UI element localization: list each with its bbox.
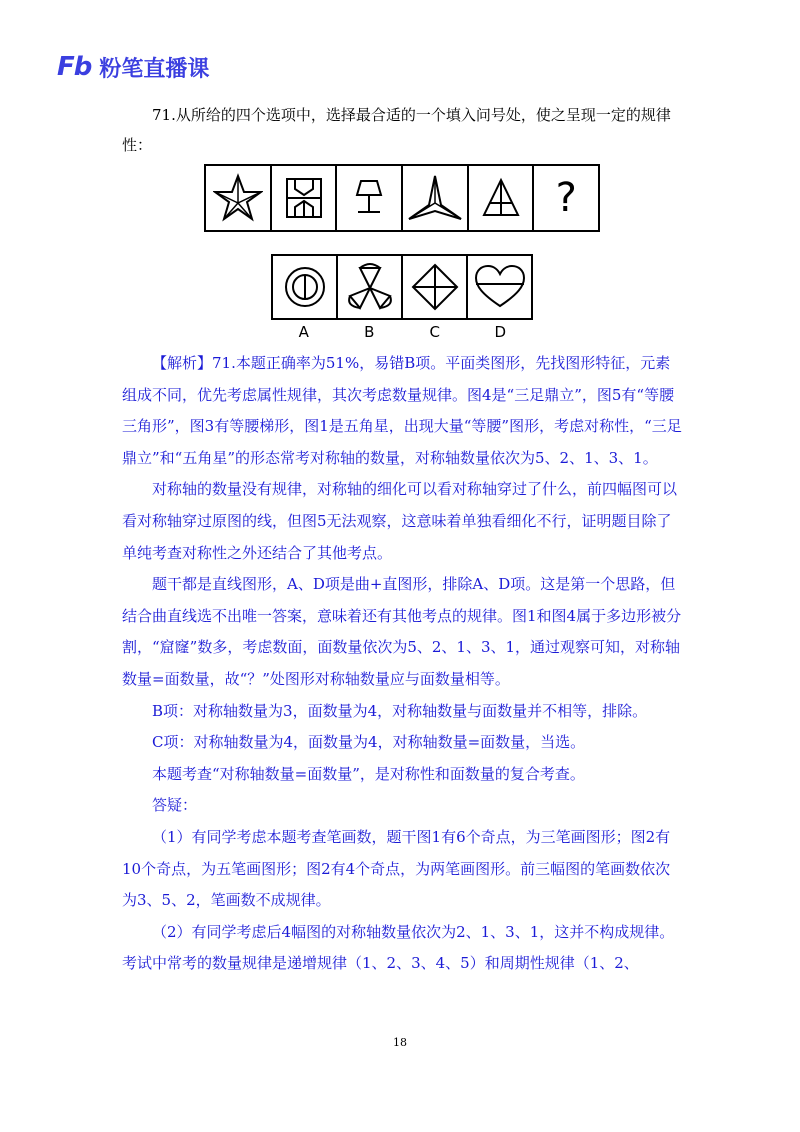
option-b-trefoil	[338, 256, 403, 318]
answer-paragraph-3: 题干都是直线图形，A、D项是曲+直图形，排除A、D项。这是第一个思路，但结合曲直线选不出唯一答案，意味着还有其他考点的规律。图1和图4属于多边形被分割，“窟窿”数多，考虑数面，面数量依次为5、2、1、3、1，通过观察可知，对称轴数量=面数量，故“？”处图形对称轴数量应与面数量相等。	[122, 575, 682, 688]
question-text: 71.从所给的四个选项中，选择最合适的一个填入问号处，使之呈现一定的规律性：	[122, 106, 671, 154]
answer-paragraph-8: （1）有同学考虑本题考查笔画数，题干图1有6个奇点，为三笔画图形；图2有10个奇点，为五笔画图形；图2有4个奇点，为两笔画图形。前三幅图的笔画数依次为3、5、2，笔画数不成规律。	[122, 827, 671, 910]
answer-paragraph-2: 对称轴的数量没有规律，对称轴的细化可以看对称轴穿过了什么，前四幅图可以看对称轴穿过原图的线，但图5无法观察，这意味着单独看细化不行，证明题目除了单纯考查对称性之外还结合了其他考点。	[122, 480, 678, 562]
answer-paragraph-7: 答疑：	[152, 796, 198, 815]
fenbi-logo	[57, 50, 209, 84]
figure-4-tripod	[403, 166, 469, 230]
answer-explanation	[122, 348, 682, 980]
logo-text: 粉笔直播课	[99, 56, 210, 82]
answer-paragraph-1: 【解析】71.本题正确率为51%，易错B项。平面类图形，先找图形特征，元素组成不同，优先考虑属性规律，其次考虑数量规律。图4是“三足鼎立”，图5有“等腰三角形”，图3有等腰梯形，图1是五角星，出现大量“等腰”图形，考虑对称性，“三足鼎立”和“五角星”的形态常考对称轴的数量，对称轴数量依次为5、2、1、3、1。	[122, 354, 682, 467]
option-label-b: B	[364, 323, 375, 341]
page-number: 18	[393, 1036, 407, 1049]
option-c-diamond	[403, 256, 468, 318]
question-mark: ?	[555, 175, 577, 221]
option-label-c: C	[429, 323, 440, 341]
figure-1-star	[206, 166, 272, 230]
option-label-a: A	[298, 323, 309, 341]
figure-2-divided-square	[272, 166, 338, 230]
answer-paragraph-4: B项：对称轴数量为3，面数量为4，对称轴数量与面数量并不相等，排除。	[152, 701, 648, 720]
answer-paragraph-6: 本题考查“对称轴数量=面数量”，是对称性和面数量的复合考查。	[152, 764, 585, 783]
answer-paragraph-9: （2）有同学考虑后4幅图的对称轴数量依次为2、1、3、1，这并不构成规律。考试中常考的数量规律是递增规律（1、2、3、4、5）和周期性规律（1、2、	[122, 922, 675, 973]
option-a-circles	[273, 256, 338, 318]
option-labels	[271, 323, 533, 341]
logo-mark: Fb	[57, 52, 92, 82]
question-figure-row	[204, 164, 600, 232]
option-label-d: D	[494, 323, 507, 341]
figure-3-lamp	[337, 166, 403, 230]
figure-5-triangle	[469, 166, 535, 230]
answer-paragraph-5: C项：对称轴数量为4，面数量为4，对称轴数量=面数量，当选。	[152, 733, 586, 752]
figure-6-question-mark	[534, 166, 598, 230]
option-d-heart	[468, 256, 531, 318]
options-figure-row	[271, 254, 533, 320]
